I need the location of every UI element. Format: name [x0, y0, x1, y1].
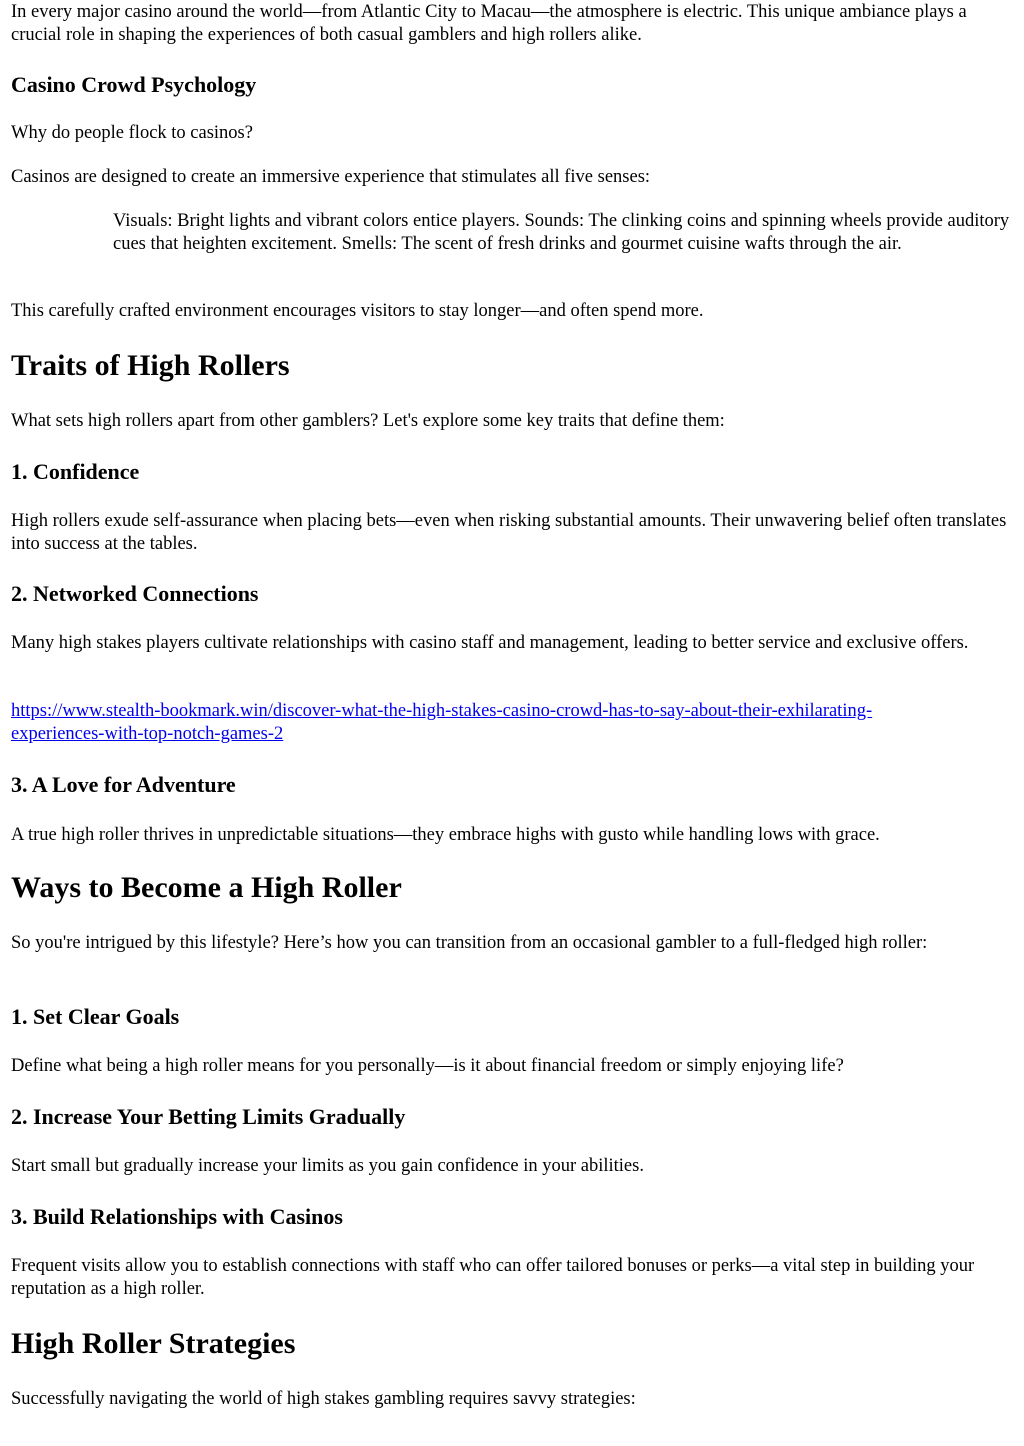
- link-paragraph: [11, 700, 1014, 746]
- heading-ways-to-become: Ways to Become a High Roller: [11, 871, 402, 904]
- heading-increase-limits: 2. Increase Your Betting Limits Gradually: [11, 1104, 406, 1129]
- confidence-text: High rollers exude self-assurance when placing bets—even when risking substantial amounts. Their unwavering belief often translates into success at the tables.: [11, 511, 1007, 554]
- crowd-lead: Casinos are designed to create an immersive experience that stimulates all five senses:: [11, 167, 651, 187]
- heading-love-for-adventure: 3. A Love for Adventure: [11, 772, 236, 797]
- strategies-intro: Successfully navigating the world of high stakes gambling requires savvy strategies:: [11, 1389, 636, 1409]
- heading-casino-crowd-psychology: Casino Crowd Psychology: [11, 72, 257, 97]
- traits-intro: What sets high rollers apart from other gamblers? Let's explore some key traits that define them:: [11, 411, 725, 431]
- heading-high-roller-strategies: High Roller Strategies: [11, 1327, 296, 1360]
- heading-networked-connections: 2. Networked Connections: [11, 581, 259, 606]
- stealth-bookmark-link[interactable]: https://www.stealth-bookmark.win/discover-what-the-high-stakes-casino-crowd-has-to-say-about-their-exhilarating- experiences-with-top-notch-games-2: [11, 701, 873, 744]
- heading-confidence: 1. Confidence: [11, 459, 140, 484]
- relationships-text: Frequent visits allow you to establish connections with staff who can offer tailored bonuses or perks—a vital step in building your reputation as a high roller.: [11, 1256, 975, 1299]
- adventure-text: A true high roller thrives in unpredictable situations—they embrace highs with gusto while handling lows with grace.: [11, 825, 880, 845]
- heading-build-relationships: 3. Build Relationships with Casinos: [11, 1204, 343, 1229]
- goals-text: Define what being a high roller means for you personally—is it about financial freedom or simply enjoying life?: [11, 1056, 844, 1076]
- heading-traits-of-high-rollers: Traits of High Rollers: [11, 349, 290, 382]
- limits-text: Start small but gradually increase your limits as you gain confidence in your abilities.: [11, 1156, 644, 1176]
- crowd-closing: This carefully crafted environment encourages visitors to stay longer—and often spend more.: [11, 301, 704, 321]
- crowd-question: Why do people flock to casinos?: [11, 123, 253, 143]
- connections-text: Many high stakes players cultivate relationships with casino staff and management, leading to better service and exclusive offers.: [11, 633, 969, 653]
- heading-set-clear-goals: 1. Set Clear Goals: [11, 1004, 180, 1029]
- senses-blockquote: Visuals: Bright lights and vibrant colors entice players. Sounds: The clinking coins and spinning wheels provide auditory cues that heighten excitement. Smells: The scent of fresh drinks and gourmet cuisine wafts through the air.: [113, 211, 1010, 254]
- intro-paragraph: In every major casino around the world—from Atlantic City to Macau—the atmosphere is electric. This unique ambiance plays a crucial role in shaping the experiences of both casual gamblers and high rollers alike.: [11, 2, 967, 45]
- become-intro: So you're intrigued by this lifestyle? Here’s how you can transition from an occasional gambler to a full-fledged high roller:: [11, 933, 928, 953]
